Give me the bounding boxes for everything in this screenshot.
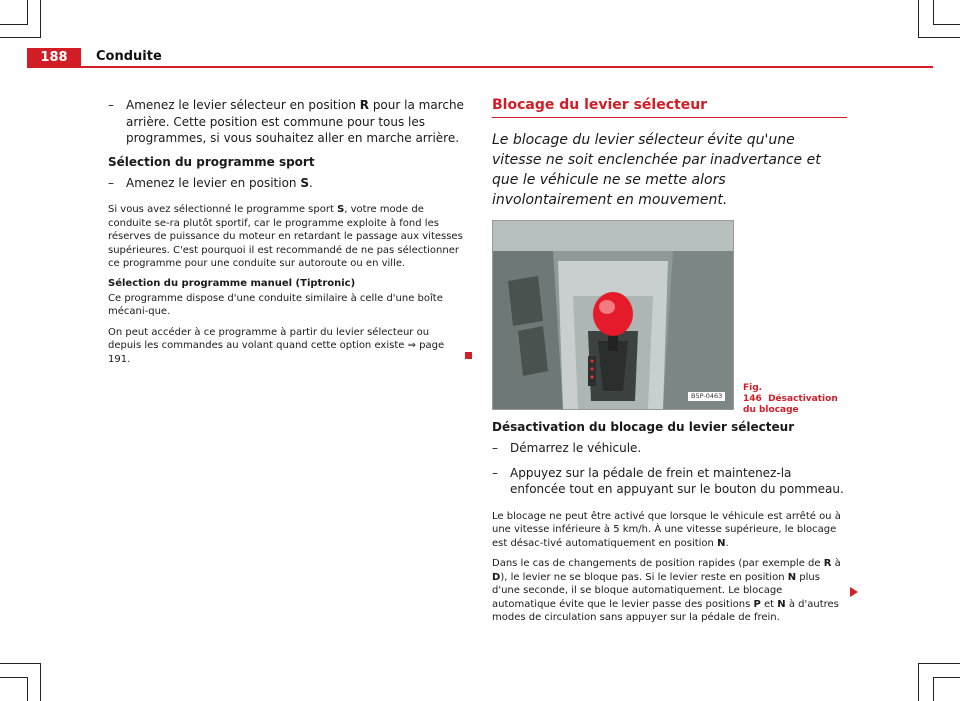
paragraph — [492, 557, 847, 625]
crop-mark — [0, 37, 40, 38]
paragraph-page-link[interactable]: On peut accéder à ce programme à partir du levier sélecteur ou depuis les commandes au volant quand cette option existe ⇒ page 191. — [108, 326, 445, 365]
item-text: Démarrez le véhicule. — [510, 441, 642, 455]
page-number: 188 — [40, 50, 68, 65]
gear-letter: N — [787, 571, 797, 583]
crop-mark — [933, 677, 934, 701]
gear-letter: S — [300, 175, 310, 190]
gear-letter: R — [823, 558, 832, 569]
text: à — [831, 558, 841, 569]
gear-letter: D — [492, 571, 501, 583]
figure-caption — [743, 383, 853, 416]
figure-caption-text: Désactivation du blocage — [743, 394, 838, 415]
crop-mark — [918, 663, 960, 664]
text: , votre mode de conduite se-ra plutôt sportif, car le programme exploite à fond les réserves de puissance du moteur en retardant le passage aux vitesses supérieures. C'est pourquoi il est recommandé de ne pas sélectionner ce programme pour une conduite sur autoroute ou en ville. — [108, 204, 463, 269]
list-item — [492, 465, 847, 498]
list-item — [108, 175, 464, 192]
crop-mark — [40, 0, 41, 38]
text: Si vous avez sélectionné le programme sport — [108, 204, 338, 215]
crop-mark — [933, 24, 960, 25]
intro-text: Le blocage du levier sélecteur évite qu'une vitesse ne soit enclenchée par inadvertance et que le véhicule ne se mette alors involontairement en mouvement. — [492, 132, 821, 208]
item-text: Amenez le levier sélecteur en position — [126, 98, 360, 112]
crop-mark — [933, 677, 960, 678]
gear-selector-illustration — [493, 221, 733, 409]
subheading: Sélection du programme sport — [108, 154, 315, 169]
crop-mark — [27, 677, 28, 701]
text: . — [725, 537, 729, 549]
crop-mark — [0, 24, 27, 25]
crop-mark — [0, 677, 27, 678]
header-rule — [81, 66, 933, 68]
item-text: pour la marche arrière. Cette position est commune pour tous les programmes, si vous souhaitez aller en marche arrière. — [126, 98, 464, 145]
dash-bullet: – — [492, 441, 498, 455]
text: plus d'une seconde, il se bloque automatiquement. Le blocage automatique évite que le levier passe des positions — [492, 571, 820, 610]
item-text: Amenez le levier en position — [126, 175, 301, 190]
dash-bullet: – — [108, 175, 114, 190]
paragraph — [492, 510, 847, 551]
crop-mark — [0, 663, 40, 664]
left-column — [108, 97, 464, 373]
text: et — [760, 598, 778, 610]
paragraph — [108, 203, 464, 271]
gear-letter: P — [753, 598, 761, 610]
small-heading: Sélection du programme manuel (Tiptronic) — [108, 277, 356, 289]
gear-selector-photo — [492, 220, 734, 410]
crop-mark — [933, 0, 934, 25]
crop-mark — [918, 37, 960, 38]
crop-mark — [27, 0, 28, 25]
text: Dans le cas de changements de position rapides (par exemple de — [492, 558, 824, 569]
figure-number: Fig. 146 — [743, 383, 763, 404]
right-column — [492, 97, 847, 632]
item-text: Appuyez sur la pédale de frein et maintenez-la enfoncée tout en appuyant sur le bouton du pommeau. — [510, 465, 844, 496]
dash-bullet: – — [108, 98, 114, 112]
paragraph: Ce programme dispose d'une conduite similaire à celle d'une boîte mécani-que. — [108, 292, 443, 317]
text: Le blocage ne peut être activé que lorsque le véhicule est arrêté ou à une vitesse inférieure à 5 km/h. À une vitesse supérieure, le blocage est désac-tivé automatiquement en position — [492, 510, 841, 549]
gear-letter: R — [359, 98, 369, 112]
subheading: Désactivation du blocage du levier sélecteur — [492, 420, 795, 434]
item-text: . — [309, 175, 313, 190]
dash-bullet: – — [492, 465, 498, 480]
crop-mark — [918, 663, 919, 701]
figure — [492, 220, 847, 415]
chapter-title: Conduite — [96, 49, 162, 64]
section-rule — [492, 117, 847, 118]
section-end-mark — [465, 352, 472, 359]
gear-letter: S — [337, 204, 345, 215]
text: ), le levier ne se bloque pas. Si le levier reste en position — [500, 571, 788, 583]
section-title: Blocage du levier sélecteur — [492, 97, 708, 113]
figure-code: B5P-0463 — [688, 392, 725, 401]
crop-mark — [918, 0, 919, 38]
crop-mark — [40, 663, 41, 701]
list-item — [108, 97, 464, 147]
gear-letter: N — [717, 537, 726, 549]
text: à d'autres modes de circulation sans appuyer sur la pédale de frein. — [492, 598, 839, 623]
list-item — [492, 440, 847, 457]
gear-letter: N — [777, 598, 786, 610]
continue-arrow-icon — [850, 587, 858, 597]
